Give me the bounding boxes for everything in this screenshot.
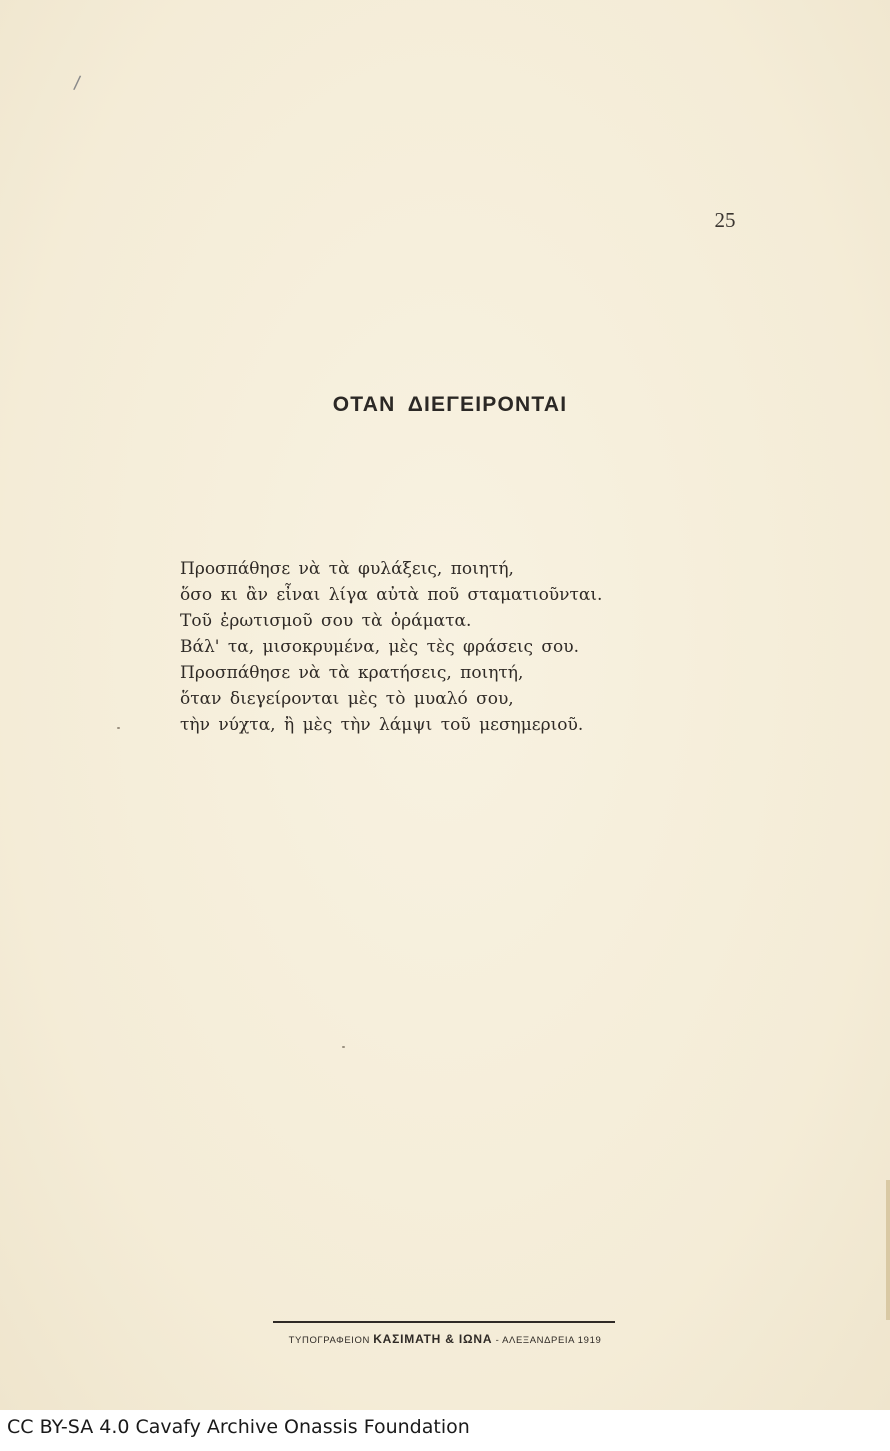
paper-speck xyxy=(342,1046,345,1048)
printer-suffix: - ΑΛΕΞΑΝΔΡΕΙΑ 1919 xyxy=(495,1335,602,1346)
poem-line: ὅσο κι ἂν εἶναι λίγα αὐτὰ ποῦ σταματιοῦνται. xyxy=(180,585,603,605)
archive-credit: CC BY-SA 4.0 Cavafy Archive Onassis Foundation xyxy=(7,1416,470,1438)
pencil-mark: / xyxy=(72,72,82,94)
paper-speck xyxy=(117,727,120,729)
printer-prefix: ΤΥΠΟΓΡΑΦΕΙΟΝ xyxy=(288,1335,370,1346)
printer-imprint xyxy=(240,1332,650,1346)
printer-name: ΚΑΣΙΜΑΤΗ & ΙΩΝΑ xyxy=(373,1332,493,1346)
poem-line: τὴν νύχτα, ἢ μὲς τὴν λάμψι τοῦ μεσημεριοῦ. xyxy=(180,715,584,735)
poem-line: Προσπάθησε νὰ τὰ κρατήσεις, ποιητή, xyxy=(180,663,524,683)
poem-line: Τοῦ ἐρωτισμοῦ σου τὰ ὁράματα. xyxy=(180,611,472,631)
footer-rule xyxy=(273,1321,615,1323)
poem-line: Προσπάθησε νὰ τὰ φυλάξεις, ποιητή, xyxy=(180,559,514,579)
poem-line: ὅταν διεγείρονται μὲς τὸ μυαλό σου, xyxy=(180,689,514,709)
poem-title: ΟΤΑΝ ΔΙΕΓΕΙΡΟΝΤΑΙ xyxy=(332,393,568,416)
page-number: 25 xyxy=(714,208,736,232)
page-edge-shadow xyxy=(886,1180,890,1320)
poem-body xyxy=(180,556,650,738)
poem-line: Βάλ' τα, μισοκρυμένα, μὲς τὲς φράσεις σου. xyxy=(180,637,580,657)
